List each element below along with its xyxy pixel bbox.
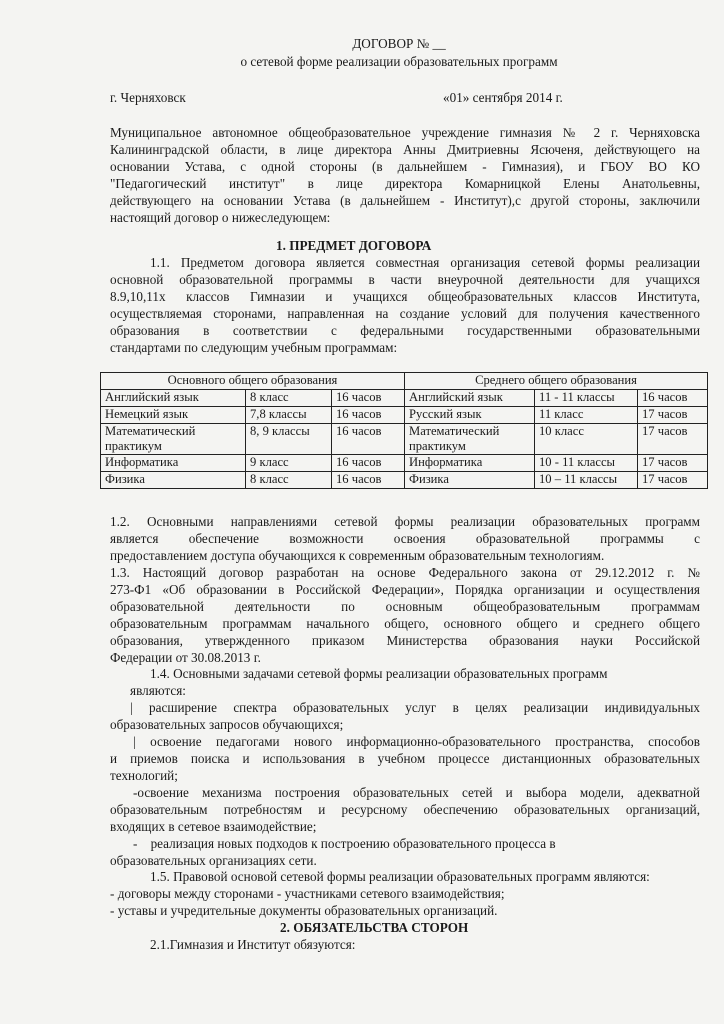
paragraph-line: 1.2. Основными направлениями сетевой формы реализации образовательных программ (110, 514, 700, 529)
list-item: -освоение механизма построения образовательных сетей и выбора модели, адекватной (133, 785, 700, 800)
grade-cell: 11 класс (535, 407, 638, 424)
list-item: | освоение педагогами нового информационно-образовательного пространства, способов (133, 734, 700, 749)
grade-cell: 8, 9 классы (246, 424, 332, 455)
list-item: и приемов поиска и использования в учебном процессе дистанционных образовательных (110, 751, 700, 766)
grade-cell: 11 - 11 классы (535, 390, 638, 407)
subject-cell: Физика (405, 472, 535, 489)
list-item: входящих в сетевое взаимодействие; (110, 819, 317, 834)
table-header-row (101, 373, 708, 390)
list-item: - договоры между сторонами - участниками сетевого взаимодействия; (110, 886, 505, 901)
contract-subtitle: о сетевой форме реализации образовательных программ (240, 54, 558, 69)
grade-cell: 8 класс (246, 390, 332, 407)
preamble-line: основании Устава, с одной стороны (в дальнейшем - Гимназия), и ГБОУ ВО КО (110, 159, 700, 174)
contract-date: «01» сентября 2014 г. (443, 90, 563, 105)
paragraph-line: образовательным программам начального общего, основного общего и среднего общего (110, 616, 700, 631)
paragraph-line: предоставлением доступа обучающихся к современным образовательным технологиям. (110, 548, 605, 563)
hours-cell: 17 часов (638, 472, 708, 489)
list-item: - реализация новых подходов к построению образовательного процесса в (133, 836, 556, 851)
preamble-line: Муниципальное автономное общеобразовательное учреждение гимназия № 2 г. Черняховска (110, 125, 700, 140)
list-item: образовательных запросов обучающихся; (110, 717, 344, 732)
paragraph-line: 1.4. Основными задачами сетевой формы реализации образовательных программ (150, 666, 608, 681)
paragraph-line: 1.5. Правовой основой сетевой формы реализации образовательных программ являются: (150, 869, 650, 884)
secondary-education-header: Среднего общего образования (405, 373, 708, 390)
grade-cell: 10 - 11 классы (535, 455, 638, 472)
subject-cell: Английский язык (405, 390, 535, 407)
paragraph-line: 8.9,10,11х классов Гимназии и учащихся общеобразовательных классов Института, (110, 289, 700, 304)
hours-cell: 16 часов (332, 472, 405, 489)
paragraph-line: образования, утвержденного приказом Министерства образования науки Российской (110, 633, 700, 648)
programs-table (100, 372, 708, 489)
preamble-line: "Педагогический институт" в лице директора Комарницкой Елены Анатольевны, (110, 176, 700, 191)
grade-cell: 10 класс (535, 424, 638, 455)
paragraph-line: являются: (130, 683, 186, 698)
hours-cell: 16 часов (638, 390, 708, 407)
hours-cell: 16 часов (332, 424, 405, 455)
contract-title: ДОГОВОР № __ (352, 36, 446, 51)
table-row (101, 424, 708, 455)
paragraph-line: образовательной деятельности по основным общеобразовательным программам (110, 599, 700, 614)
list-item: | расширение спектра образовательных услуг в целях реализации индивидуальных (130, 700, 700, 715)
hours-cell: 17 часов (638, 424, 708, 455)
subject-cell: Русский язык (405, 407, 535, 424)
section-1-heading: 1. ПРЕДМЕТ ДОГОВОРА (276, 238, 432, 253)
table-row (101, 472, 708, 489)
preamble-line: Калининградской области, в лице директора Анны Дмитриевны Ясюченя, действующего на (110, 142, 700, 157)
grade-cell: 10 – 11 классы (535, 472, 638, 489)
table-row (101, 455, 708, 472)
paragraph-line: 2.1.Гимназия и Институт обязуются: (150, 937, 356, 952)
subject-cell: Физика (101, 472, 246, 489)
preamble-line: действующего на основании Устава (в дальнейшем - Институт),с другой стороны, заключили (110, 193, 700, 208)
section-2-heading: 2. ОБЯЗАТЕЛЬСТВА СТОРОН (280, 920, 469, 935)
hours-cell: 16 часов (332, 455, 405, 472)
paragraph-line: 1.3. Настоящий договор разработан на основе Федерального закона от 29.12.2012 г. № (110, 565, 700, 580)
subject-cell: Информатика (405, 455, 535, 472)
list-item: образовательным потребностям и ресурсному обеспечению образовательных организаций, (110, 802, 700, 817)
paragraph-line: образования в соответствии с федеральными государственными образовательными (110, 323, 700, 338)
paragraph-line: основной образовательной программы в части внеурочной деятельности для учащихся (110, 272, 700, 287)
preamble-line: настоящий договор о нижеследующем: (110, 210, 331, 225)
table-row (101, 390, 708, 407)
grade-cell: 8 класс (246, 472, 332, 489)
list-item: технологий; (110, 768, 178, 783)
city: г. Черняховск (110, 90, 186, 105)
paragraph-line: 1.1. Предметом договора является совместная организация сетевой формы реализации (150, 255, 700, 270)
grade-cell: 7,8 классы (246, 407, 332, 424)
paragraph-line: Федерации от 30.08.2013 г. (110, 650, 261, 665)
table-row (101, 407, 708, 424)
paragraph-line: осуществляемая сторонами, направленная на создание условий для получения качественного (110, 306, 700, 321)
list-item: образовательных организациях сети. (110, 853, 317, 868)
subject-cell: Математический практикум (101, 424, 246, 455)
paragraph-line: 273-Ф1 «Об образовании в Российской Федерации», Порядка организации и осуществления (110, 582, 700, 597)
grade-cell: 9 класс (246, 455, 332, 472)
paragraph-line: стандартами по следующим учебным программам: (110, 340, 398, 355)
subject-cell: Английский язык (101, 390, 246, 407)
basic-education-header: Основного общего образования (101, 373, 405, 390)
hours-cell: 16 часов (332, 407, 405, 424)
paragraph-line: является обеспечение возможности освоения образовательной программы с (110, 531, 700, 546)
hours-cell: 16 часов (332, 390, 405, 407)
hours-cell: 17 часов (638, 455, 708, 472)
hours-cell: 17 часов (638, 407, 708, 424)
subject-cell: Немецкий язык (101, 407, 246, 424)
subject-cell: Информатика (101, 455, 246, 472)
list-item: - уставы и учредительные документы образовательных организаций. (110, 903, 498, 918)
subject-cell: Математический практикум (405, 424, 535, 455)
